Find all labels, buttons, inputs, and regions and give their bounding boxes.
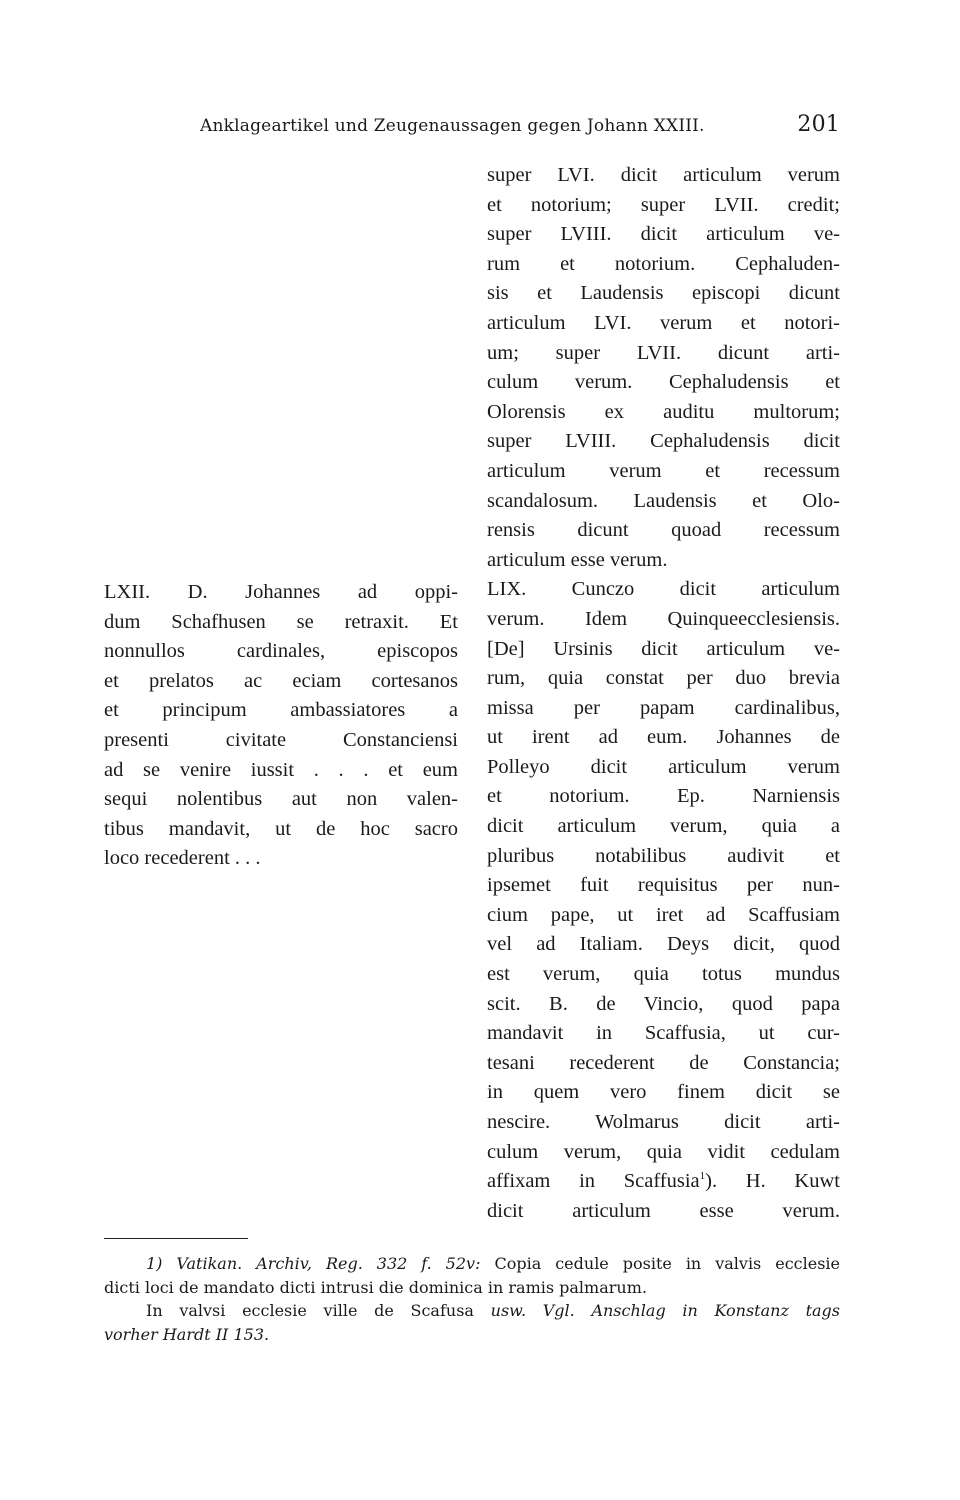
text-line: dum Schafhusen se retraxit. Et <box>104 610 458 633</box>
text-line: est verum, quia totus mundus <box>487 963 840 986</box>
text-line: vel ad Italiam. Deys dicit, quod <box>487 933 840 956</box>
text-segment: affixam in Scaffusia <box>487 1170 700 1193</box>
running-head <box>200 112 840 142</box>
text-line: culum verum, quia vidit cedulam <box>487 1140 840 1163</box>
text-line: et prelatos ac eciam cortesanos <box>104 669 458 692</box>
text-line: presenti civitate Constanciensi <box>104 728 458 751</box>
text-line: tibus mandavit, ut de hoc sacro <box>104 817 458 840</box>
footnote-reference[interactable]: 1 <box>699 1170 706 1183</box>
text-line: nescire. Wolmarus dicit arti- <box>487 1111 840 1133</box>
text-line: articulum verum et recessum <box>487 459 840 482</box>
text-line: [De] Ursinis dicit articulum ve- <box>487 637 840 660</box>
text-line: et principum ambassiatores a <box>104 699 458 722</box>
text-line: Olorensis ex auditu multorum; <box>487 400 840 423</box>
left-column <box>104 578 458 874</box>
footnotes <box>104 1252 840 1346</box>
text-line: ut irent ad eum. Johannes de <box>487 726 840 749</box>
text-line: cium pape, ut iret ad Scaffusiam <box>487 903 840 926</box>
text-line: Polleyo dicit articulum verum <box>487 755 840 778</box>
footnote-2-cont: vorher Hardt II 153. <box>104 1324 270 1344</box>
footnote-marker: 1) <box>146 1254 163 1273</box>
footnote-reference-text: usw. Vgl. Anschlag in Konstanz tags <box>490 1301 840 1320</box>
text-line: et notorium. Ep. Narniensis <box>487 785 840 808</box>
footnote-1-cont: dicti loci de mandato dicti intrusi die dominica in ramis palmarum. <box>104 1277 647 1297</box>
text-line: dicit articulum verum, quia a <box>487 815 840 838</box>
text-line: tesani recederent de Constancia; <box>487 1051 840 1074</box>
text-segment: ). H. Kuwt <box>705 1170 840 1193</box>
text-line: super LVI. dicit articulum verum <box>487 164 840 186</box>
text-line: missa per papam cardinalibus, <box>487 696 840 719</box>
footnote-text: In valvsi ecclesie ville de Scafusa <box>146 1301 474 1320</box>
text-line: super LVIII. Cephaludensis dicit <box>487 430 840 453</box>
footnote-text: Copia cedule posite in valvis ecclesie <box>494 1254 841 1273</box>
text-line-with-footnote <box>487 1167 840 1197</box>
text-line: ipsemet fuit requisitus per nun- <box>487 874 840 897</box>
text-line: scit. B. de Vincio, quod papa <box>487 992 840 1015</box>
text-line: articulum esse verum. <box>487 548 668 571</box>
text-line: pluribus notabilibus audivit et <box>487 844 840 867</box>
text-line: nonnullos cardinales, episcopos <box>104 640 458 663</box>
text-line: culum verum. Cephaludensis et <box>487 371 840 394</box>
running-head-title: Anklageartikel und Zeugenaussagen gegen Johann XXIII. <box>200 116 705 136</box>
text-line: ad se venire iussit . . . et eum <box>104 758 458 781</box>
text-line: rum, quia constat per duo brevia <box>487 667 840 690</box>
text-line: super LVIII. dicit articulum ve- <box>487 223 840 246</box>
footnote-2 <box>104 1299 840 1323</box>
text-line: mandavit in Scaffusia, ut cur- <box>487 1022 840 1045</box>
text-line: articulum LVI. verum et notori- <box>487 311 840 334</box>
page-number: 201 <box>797 112 840 137</box>
text-line: LIX. Cunczo dicit articulum <box>487 578 840 601</box>
footnote-source: Vatikan. Archiv, Reg. 332 f. 52v: <box>176 1254 481 1273</box>
text-line: et notorium; super LVII. credit; <box>487 193 840 216</box>
right-column <box>487 161 840 1226</box>
text-line: um; super LVII. dicunt arti- <box>487 341 840 364</box>
text-line: rum et notorium. Cephaluden- <box>487 252 840 275</box>
text-line: in quem vero finem dicit se <box>487 1081 840 1104</box>
text-line: loco recederent . . . <box>104 847 261 870</box>
footnote-1 <box>104 1252 840 1276</box>
text-line: sis et Laudensis episcopi dicunt <box>487 282 840 305</box>
text-line: verum. Idem Quinqueecclesiensis. <box>487 607 840 630</box>
text-line: sequi nolentibus aut non valen- <box>104 788 458 811</box>
text-line: scandalosum. Laudensis et Olo- <box>487 489 840 512</box>
footnote-separator <box>104 1238 248 1239</box>
text-line: LXII. D. Johannes ad oppi- <box>104 581 458 603</box>
text-line: rensis dicunt quoad recessum <box>487 519 840 542</box>
text-line: dicit articulum esse verum. <box>487 1199 840 1222</box>
